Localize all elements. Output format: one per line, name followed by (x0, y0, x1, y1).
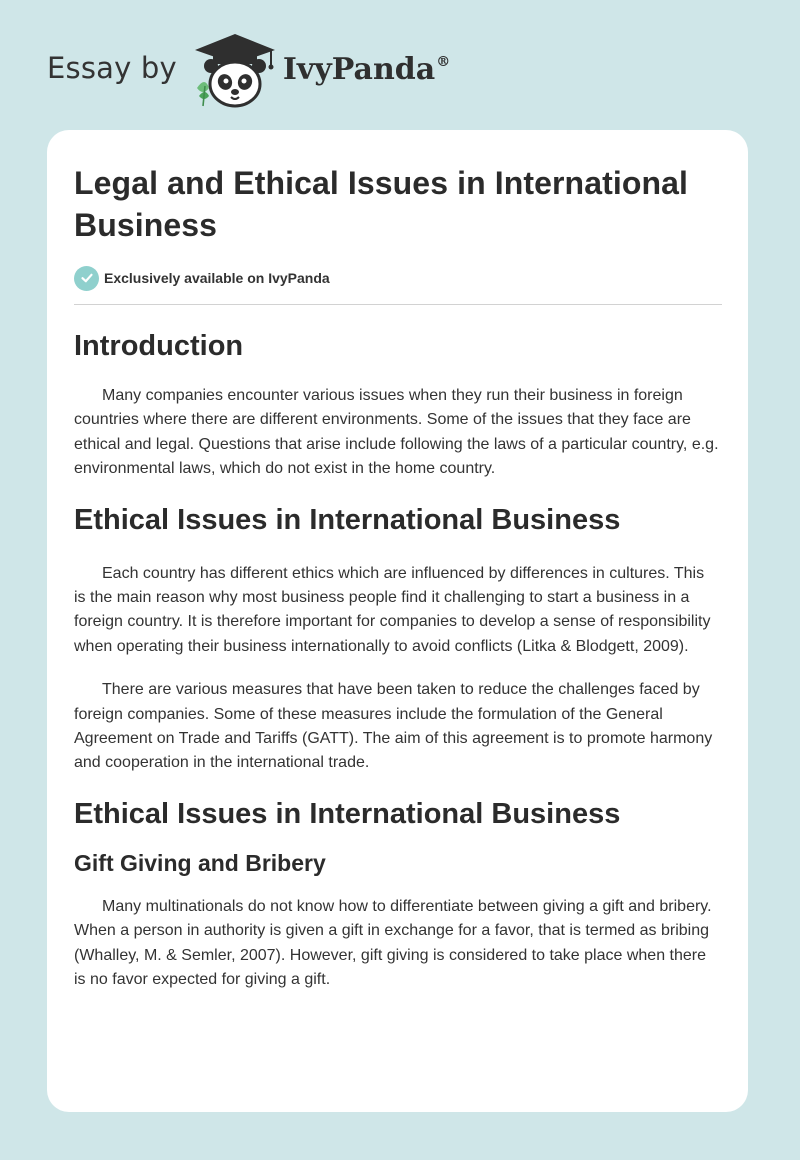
essay-card (47, 130, 748, 1112)
paragraph: Each country has different ethics which are influenced by differences in cultures. This is the main reason why most business people find it challenging to start a business in a foreign country. It is therefore important for companies to develop a sense of responsibility when operating their business internationally to avoid conflicts (Litka & Blodgett, 2009). (74, 564, 711, 655)
section-ethical-issues-2 (74, 795, 722, 993)
section-heading: Ethical Issues in International Business (74, 503, 621, 536)
section-heading: Ethical Issues in International Business (74, 797, 621, 830)
section-heading: Introduction (74, 330, 244, 362)
panda-graduate-icon[interactable] (191, 30, 279, 110)
badge-text: Exclusively available on IvyPanda (104, 270, 330, 286)
divider (74, 304, 722, 305)
brand-name[interactable] (283, 52, 450, 87)
exclusive-badge (74, 264, 722, 292)
registered-mark: ® (436, 53, 451, 70)
section-ethical-issues (74, 501, 722, 776)
essay-by-label: Essay by (47, 51, 177, 85)
check-icon (74, 266, 99, 291)
page-title: Legal and Ethical Issues in International Business (74, 165, 689, 243)
paragraph: Many multinationals do not know how to differentiate between giving a gift and bribery. When a person in authority is given a gift in exchange for a favor, that is termed as bribing (Whalley, M. & Semler, 2007). However, gift giving is considered to take place when there is no favor expected for giving a gift. (74, 897, 712, 989)
brand-text: IvyPanda (282, 51, 436, 87)
subsection-heading: Gift Giving and Bribery (74, 849, 326, 876)
paragraph: Many companies encounter various issues when they run their business in foreign countries where there are different environments. Some of the issues that they face are ethical and legal. Questions that arise include following the laws of a particular country, e.g. environmental laws, which do not exist in the home country. (74, 387, 719, 478)
paragraph: There are various measures that have been taken to reduce the challenges faced by foreign companies. Some of these measures include the formulation of the General Agreement on Trade and Tariffs (GATT). The aim of this agreement is to promote harmony and cooperation in the international trade. (74, 681, 713, 772)
section-introduction (74, 327, 722, 482)
site-header (47, 30, 450, 110)
